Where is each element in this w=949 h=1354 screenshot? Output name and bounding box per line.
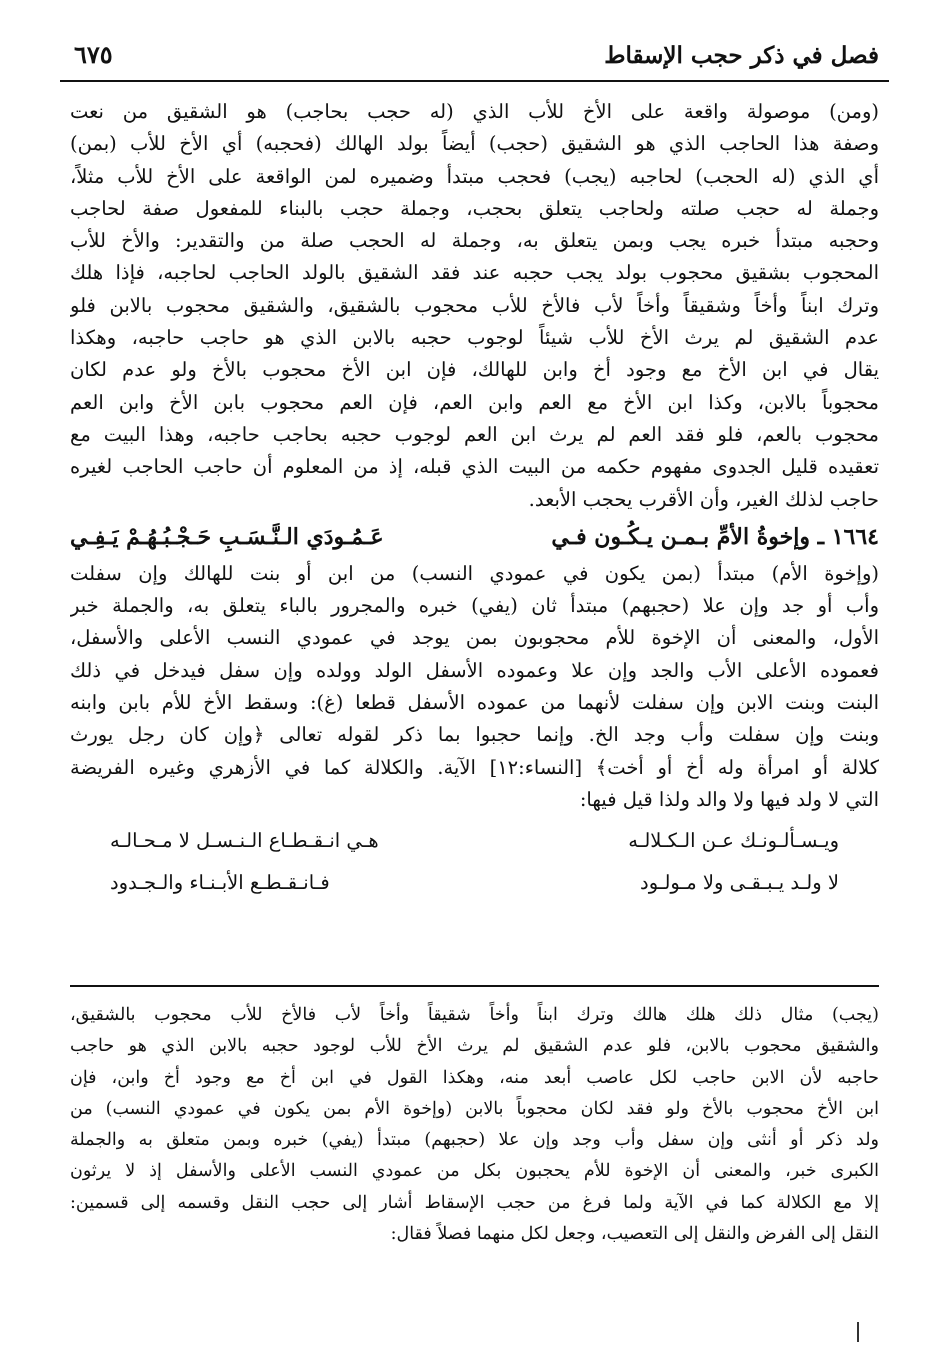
text-line: المحجوب بشقيق محجوب بولد يجب حجبه عند فقد الشقيق بالولد الحاجب لحاجبه، فإذا هلك	[70, 261, 879, 285]
text-line: تعقيده قليل الجدوى مفهوم حكمه من البيت الذي قبله، إذ من المعلوم أن حاجب الحاجب لغيره	[70, 455, 879, 479]
text-line: يقال في ابن الأخ مع وجود أخ وابن للهالك، فإن ابن الأخ محجوب بالأخ ولو عدم لكان	[70, 358, 879, 382]
text-line: والشقيق محجوب بالابن، فلو عدم الشقيق لم يرث الأخ للأب لوجود حجبه بالابن الذي هو حاجب	[70, 1036, 879, 1057]
text-line: البنت وبنت الابن وإن سفلت لأنهما من عموده الأسفل قطعا (غ): وسقط الأخ للأم بابن وابنه	[70, 691, 879, 715]
text-line: النقل إلى الفرض والنقل إلى التعصيب، وجعل لكل منهما فصلاً فقال:	[390, 1224, 879, 1245]
text-line: الأول، والمعنى أن الإخوة للأم محجوبون بمن يوجد في عمودي النسب الأعلى والأسفل،	[70, 626, 879, 650]
text-line: وجملة له حجب صلته ولحاجب يتعلق بحجب، وجملة حجب بالبناء للمفعول صفة لحاجب	[70, 196, 879, 220]
poem-row	[70, 862, 879, 904]
commentary-bottom	[70, 558, 879, 816]
commentary-top	[70, 96, 879, 516]
text-line: إلا مع الكلالة كما في الآية ولما فرغ من حجب الإسقاط أشار إلى حجب النقل وقسمه إلى قسمين:	[70, 1192, 879, 1213]
text-line: وصفة هذا الحاجب الذي هو الشقيق (حجب) أيضاً بولد الهالك (فحجبه) أي الأخ للأب (بمن)	[70, 132, 879, 156]
poem-row	[70, 820, 879, 862]
text-line: فعموده الأعلى الأب والجد وإن علا وعموده الأسفل الولد وولده وإن سفل فيدخل في ذلك	[70, 658, 879, 682]
text-line: كلالة أو امرأة وله أخ أو أخت﴾ [النساء:١٢] الآية. والكلالة كما في الأزهري وغيره الفريضة	[70, 755, 879, 779]
text-line: محجوباً بالابن، وكذا ابن الأخ مع العم وابن العم، فإن العم محجوب بابن الأخ وابن العم	[70, 390, 879, 414]
text-line: أي الذي (له الحجب) لحاجبه (يجب) فحجب مبتدأ وضميره لمن الواقعة على الأخ للأب مثلاً،	[70, 164, 879, 188]
text-line: محجوب بالعم، فلو فقد العم لم يرث ابن العم لوجوب حجبه بحاجب حاجبه، وهذا البيت مع	[70, 422, 879, 446]
text-line: (ومن) موصولة واقعة على الأخ للأب الذي (له حجب بحاجب) هو الشقيق من نعت	[70, 100, 879, 123]
footnotes	[70, 1000, 879, 1250]
poem-hemistich: هـي انـقـطـاع الـنـسـل لا مـحـالـه	[110, 829, 379, 853]
text-line: (يجب) مثال ذلك هلك هالك وترك ابناً وأخاً شقيقاً وأخاً لأب فالأخ للأب محجوب بالشقيق،	[70, 1005, 879, 1025]
text-line: وترك ابناً وأخاً وشقيقاً وأخاً لأب فالأخ للأب محجوب بالشقيق، والشقيق محجوب بالابن فلو	[70, 293, 879, 317]
text-line: وحجبه مبتدأ خبره يجب وبمن يتعلق به، وجملة له الحجب صلة من والتقدير: والأخ للأب	[70, 229, 879, 253]
running-title: فصل في ذكر حجب الإسقاط	[604, 42, 879, 69]
footnote-separator	[70, 985, 879, 987]
poem-hemistich: لا ولـد يـبـقـى ولا مـولـود	[640, 871, 839, 895]
poem-hemistich: فـانـقـطـع الأبـنـاء والـجـدود	[110, 871, 330, 895]
scan-mark	[857, 1322, 859, 1342]
text-line: ولد ذكر أو أنثى وإن سفل وأب وجد وإن علا (حجبهم) مبتدأ (يفي) خبره وبمن متعلق به والجملة	[70, 1130, 879, 1151]
text-line: حاجب لذلك الغير، وأن الأقرب يحجب الأبعد.	[528, 487, 879, 511]
text-line: التي لا ولد فيها ولا والد ولذا قيل فيها:	[579, 787, 879, 811]
text-line: وبنت وإن سفلت وأب وجد الخ. وإنما حجبوا بما ذكر لقوله تعالى ﴿وإن كان رجل يورث	[70, 723, 879, 747]
text-line: ابن الأخ محجوب بالأخ ولو فقد لكان محجوباً بالابن (وإخوة الأم بمن يكون في عمودي النسب) من	[70, 1098, 879, 1119]
page-number: ٦٧٥	[74, 40, 113, 69]
verse-part-left: عَـمُـودَي الـنَّـسَـبِ حَـجْـبُـهُـمْ يَـفِـي	[70, 523, 384, 550]
verse-right-hemistich	[551, 516, 879, 558]
poem	[70, 820, 879, 904]
text-line: وأب أو جد وإن علا (حجبهم) مبتدأ ثان (يفي) خبره والمجرور بالباء يتعلق به، والجملة خبر	[70, 594, 879, 618]
verse-number: ١٦٦٤	[831, 523, 879, 550]
verse-part-right: ـ وإخوةُ الأمِّ بـمـن يـكُـون فـي	[551, 523, 825, 550]
verse-line	[70, 516, 879, 558]
poem-hemistich: ويـسـألـونـك عـن الـكـلالـه	[628, 829, 839, 853]
text-line: (وإخوة الأم) مبتدأ (بمن يكون في عمودي النسب) من ابن أو بنت للهالك وإن سفلت	[70, 561, 879, 585]
main-text	[70, 96, 879, 904]
text-line: عدم الشقيق لم يرث الأخ للأب شيئاً لوجوب حجبه بالابن الذي هو حاجب حاجبه، وهكذا	[70, 326, 879, 350]
text-line: حاجبه لأن الابن حاجب لكل عاصب أبعد منه، وهكذا القول في ابن أخ مع وجود أخ وابن، فإن	[70, 1067, 879, 1088]
text-line: الكبرى خبر، والمعنى أن الإخوة للأم يحجبون بكل من عمودي النسب الأعلى والأسفل إذ لا يرثون	[70, 1161, 879, 1182]
page-header	[60, 28, 889, 82]
